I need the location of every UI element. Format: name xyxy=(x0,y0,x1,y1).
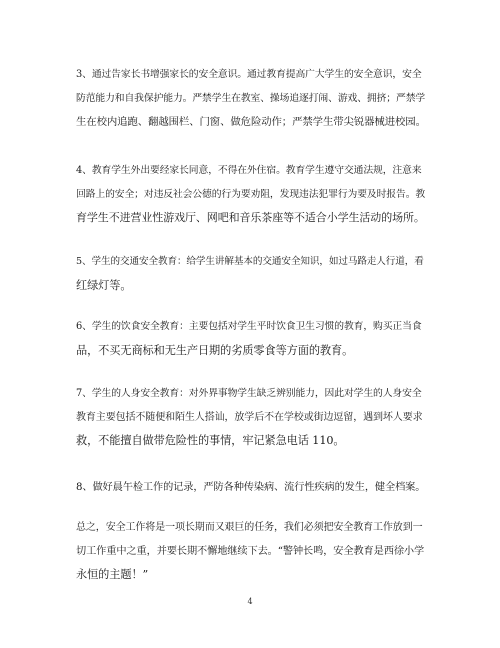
text-line: 红绿灯等。 xyxy=(76,278,132,292)
paragraph-3 xyxy=(76,69,426,128)
text-line: 防范能力和自我保护能力。严禁学生在教室、操场追逐打闹、游戏、拥挤；严禁学 xyxy=(76,92,426,104)
text-line: 教育主要包括不随便和陌生人搭讪，放学后不在学校或街边逗留，遇到坏人要求 xyxy=(76,411,423,423)
text-line: 品，不买无商标和无生产日期的劣质零食等方面的教育。 xyxy=(76,343,354,357)
text-line: 切工作重中之重，并要长期不懈地继续下去。“警钟长鸣，安全教育是西徐小学 xyxy=(76,545,425,557)
paragraph-5 xyxy=(76,256,426,292)
text-line: 6、学生的饮食安全教育：主要包括对学生平时饮食卫生习惯的教育，购买正当食 xyxy=(76,321,422,332)
paragraph-8 xyxy=(76,482,426,494)
text-line: 育学生不进营业性游戏厅、网吧和音乐茶座等不适合小学生活动的场所。 xyxy=(76,211,425,224)
text-line: 5、学生的交通安全教育：给学生讲解基本的交通安全知识，如过马路走人行道，看 xyxy=(76,256,424,267)
paragraph-6 xyxy=(76,321,426,357)
text-line: 4、教育学生外出要经家长同意，不得在外住宿。教育学生遵守交通法规，注意来 xyxy=(76,165,422,176)
text-line: 生在校内追跑、翻越围栏、门窗、做危险动作；严禁学生带尖锐器械进校园。 xyxy=(76,116,426,128)
text-line: 回路上的安全；对违反社会公德的行为要劝阻，发现违法犯罪行为要及时报告。教 xyxy=(76,188,426,200)
paragraph-7 xyxy=(76,388,426,447)
text-line: 7、学生的人身安全教育：对外界事物学生缺乏辨别能力，因此对学生的人身安全 xyxy=(76,388,422,399)
text-line: 总之，安全工作将是一项长期而又艰巨的任务，我们必须把安全教育工作放到一 xyxy=(76,522,423,533)
text-line: 3、通过告家长书增强家长的安全意识。通过教育提高广大学生的安全意识，安全 xyxy=(76,69,422,80)
paragraph-conclusion xyxy=(76,522,426,581)
text-line: 8、做好晨午检工作的记录，严防各种传染病、流行性疾病的发生，健全档案。 xyxy=(76,482,426,493)
page-number: 4 xyxy=(247,597,253,606)
paragraph-4 xyxy=(76,165,426,224)
text-line: 救，不能擅自做带危险性的事情，牢记紧急电话 110。 xyxy=(76,434,345,447)
text-line: 永恒的主题！” xyxy=(76,568,149,581)
